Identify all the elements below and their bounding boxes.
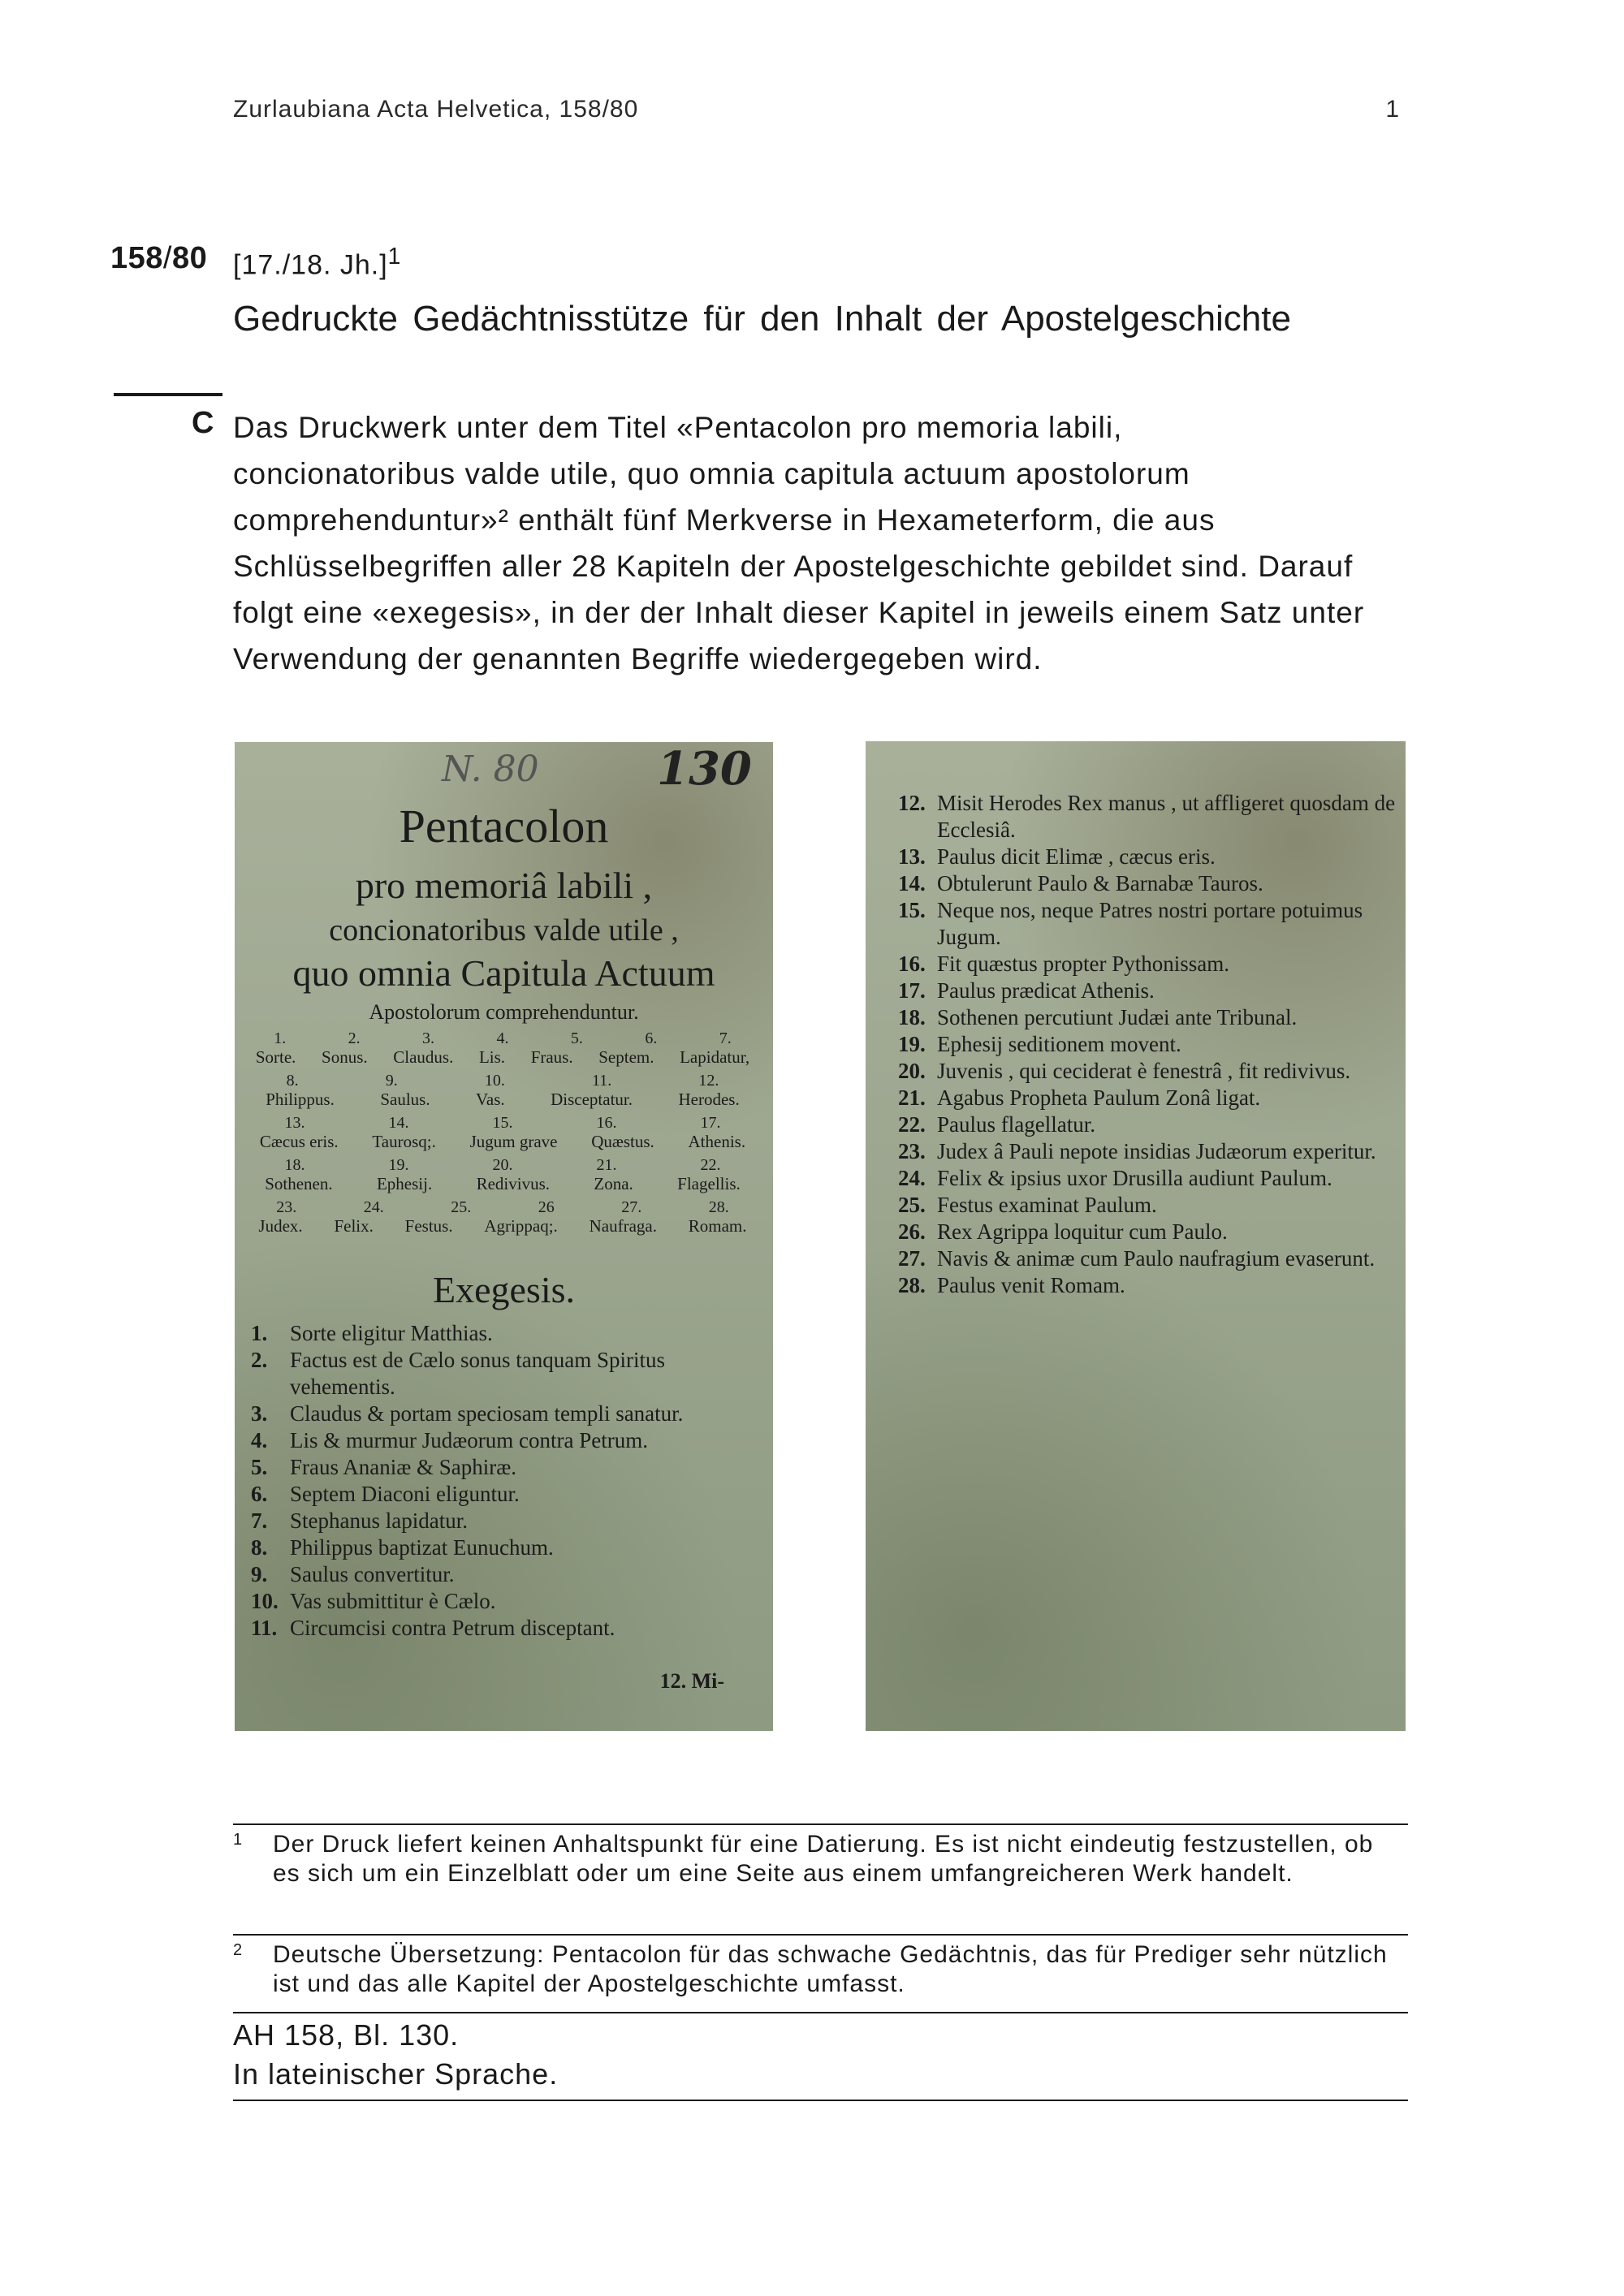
print-subtitle: quo omnia Capitula Actuum (292, 952, 715, 994)
exegesis-number: 12. (898, 791, 926, 815)
grid-word: Redivivus. (476, 1174, 551, 1193)
exegesis-text: Rex Agrippa loquitur cum Paulo. (937, 1219, 1228, 1244)
grid-word: Taurosq;. (372, 1132, 436, 1151)
exegesis-item (898, 790, 1402, 844)
exegesis-text: Paulus venit Romam. (937, 1273, 1125, 1297)
grid-number: 19. (388, 1156, 409, 1174)
summary-line: Das Druckwerk unter dem Titel «Pentacolon pro memoria labili, (233, 411, 1123, 444)
grid-word: Philippus. (266, 1090, 335, 1109)
exegesis-number: 3. (251, 1401, 268, 1426)
exegesis-list (898, 790, 1402, 1299)
exegesis-text: Obtulerunt Paulo & Barnabæ Tauros. (937, 871, 1263, 896)
exegesis-item (898, 1031, 1402, 1058)
grid-word-row (243, 1174, 762, 1198)
exegesis-number: 21. (898, 1085, 926, 1110)
grid-number: 27. (621, 1198, 642, 1216)
print-subtitle: pro memoriâ labili , (355, 865, 653, 906)
grid-word: Vas. (476, 1090, 505, 1109)
grid-number: 4. (496, 1029, 509, 1047)
section-marker: C (192, 406, 214, 440)
exegesis-text: Factus est de Cælo sonus tanquam Spiritus vehementis. (290, 1348, 665, 1399)
exegesis-number: 15. (898, 898, 926, 922)
grid-number: 22. (700, 1156, 721, 1174)
grid-word: Felix. (334, 1216, 374, 1236)
exegesis-item (251, 1534, 754, 1561)
exegesis-item (898, 978, 1402, 1004)
grid-word: Septem. (598, 1047, 654, 1067)
grid-word: Lapidatur, (680, 1047, 750, 1067)
grid-number: 15. (492, 1114, 513, 1132)
exegesis-item (898, 1165, 1402, 1192)
exegesis-text: Lis & murmur Judæorum contra Petrum. (290, 1428, 648, 1452)
grid-number: 26 (538, 1198, 555, 1216)
exegesis-number: 22. (898, 1112, 926, 1137)
exegesis-text: Septem Diaconi eliguntur. (290, 1482, 520, 1506)
grid-number-row (243, 1029, 762, 1047)
exegesis-text: Misit Herodes Rex manus , ut affligeret quosdam de Ecclesiâ. (937, 791, 1396, 842)
grid-number: 25. (451, 1198, 472, 1216)
grid-number: 24. (363, 1198, 384, 1216)
exegesis-number: 20. (898, 1059, 926, 1083)
grid-number: 17. (700, 1114, 721, 1132)
grid-number: 1. (274, 1029, 287, 1047)
grid-word-row (243, 1090, 762, 1114)
exegesis-number: 25. (898, 1193, 926, 1217)
grid-number: 21. (596, 1156, 617, 1174)
continuation-word: 12. Mi- (659, 1669, 724, 1693)
exegesis-item (898, 1004, 1402, 1031)
footnote-rule (233, 1823, 1408, 1825)
grid-number: 11. (591, 1072, 612, 1090)
grid-number: 13. (284, 1114, 305, 1132)
summary-line: comprehenduntur»² enthält fünf Merkverse in Hexameterform, die aus (233, 503, 1216, 537)
exegesis-item (251, 1320, 754, 1347)
exegesis-text: Sothenen percutiunt Judæi ante Tribunal. (937, 1005, 1298, 1029)
print-title: Pentacolon (399, 800, 609, 852)
grid-word: Jugum grave (469, 1132, 558, 1151)
exegesis-number: 13. (898, 844, 926, 869)
footnote-text: Der Druck liefert keinen Anhaltspunkt für eine Datierung. Es ist nicht eindeutig festzustellen, ob es sich um ein Einzelblatt oder um eine Seite aus einem umfangreicheren Werk handelt. (273, 1831, 1374, 1887)
exegesis-number: 11. (251, 1616, 278, 1640)
grid-word: Cæcus eris. (259, 1132, 339, 1151)
exegesis-item (898, 1192, 1402, 1219)
exegesis-item (251, 1427, 754, 1454)
exegesis-item (251, 1561, 754, 1588)
exegesis-item (898, 1138, 1402, 1165)
exegesis-text: Paulus flagellatur. (937, 1112, 1095, 1137)
exegesis-item (251, 1588, 754, 1615)
exegesis-text: Saulus convertitur. (290, 1562, 455, 1586)
grid-word: Naufraga. (589, 1216, 657, 1236)
grid-number-row (243, 1114, 762, 1132)
grid-word: Sonus. (322, 1047, 368, 1067)
grid-number: 7. (719, 1029, 732, 1047)
footnote-number: 1 (233, 1831, 244, 1849)
grid-word: Claudus. (393, 1047, 454, 1067)
scan-image-right (866, 741, 1406, 1731)
exegesis-item (898, 870, 1402, 897)
mnemonic-grid (243, 1029, 762, 1241)
exegesis-item (898, 1085, 1402, 1111)
exegesis-number: 16. (898, 952, 926, 976)
exegesis-number: 1. (251, 1321, 268, 1345)
grid-word: Herodes. (678, 1090, 740, 1109)
grid-number: 20. (492, 1156, 513, 1174)
footnote (233, 1830, 1408, 1888)
footnote-rule (233, 1934, 1408, 1936)
exegesis-item (898, 1219, 1402, 1245)
source-shelfmark: AH 158, Bl. 130. (233, 2018, 460, 2052)
grid-word: Romam. (688, 1216, 747, 1236)
exegesis-item (898, 1111, 1402, 1138)
exegesis-text: Sorte eligitur Matthias. (290, 1321, 493, 1345)
exegesis-number: 5. (251, 1455, 268, 1479)
exegesis-number: 9. (251, 1562, 268, 1586)
grid-word: Lis. (478, 1047, 506, 1067)
summary-line: folgt eine «exegesis», in der der Inhalt dieser Kapitel in jeweils einem Satz unter (233, 596, 1365, 629)
exegesis-item (898, 1058, 1402, 1085)
grid-word: Fraus. (530, 1047, 573, 1067)
exegesis-item (251, 1615, 754, 1642)
grid-number: 18. (284, 1156, 305, 1174)
grid-number: 6. (645, 1029, 658, 1047)
grid-word-row (243, 1047, 762, 1072)
exegesis-number: 2. (251, 1348, 268, 1372)
exegesis-number: 8. (251, 1535, 268, 1560)
exegesis-number: 28. (898, 1273, 926, 1297)
grid-word: Festus. (404, 1216, 453, 1236)
exegesis-text: Judex â Pauli nepote insidias Judæorum experitur. (937, 1139, 1376, 1163)
grid-number: 23. (276, 1198, 297, 1216)
grid-number: 14. (388, 1114, 409, 1132)
exegesis-text: Ephesij seditionem movent. (937, 1032, 1181, 1056)
item-number: 80 (171, 241, 208, 275)
source-rule-bottom (233, 2100, 1408, 2101)
exegesis-text: Fit quæstus propter Pythonissam. (937, 952, 1230, 976)
print-subtitle: concionatoribus valde utile , (329, 913, 679, 947)
footnote-ref-1: 1 (387, 244, 402, 270)
summary-line: Verwendung der genannten Begriffe wiedergegeben wird. (233, 642, 1043, 675)
grid-word-row (243, 1216, 762, 1241)
scan-image-left (235, 742, 773, 1731)
exegesis-item (898, 1272, 1402, 1299)
exegesis-text: Felix & ipsius uxor Drusilla audiunt Paulum. (937, 1166, 1332, 1190)
exegesis-text: Paulus dicit Elimæ , cæcus eris. (937, 844, 1216, 869)
exegesis-text: Neque nos, neque Patres nostri portare potuimus Jugum. (937, 898, 1363, 949)
exegesis-number: 24. (898, 1166, 926, 1190)
footnote-text: Deutsche Übersetzung: Pentacolon für das schwache Gedächtnis, das für Prediger sehr nützlich ist und das alle Kapitel der Apostelgeschichte umfasst. (273, 1941, 1388, 1997)
page-number: 1 (1385, 96, 1400, 123)
exegesis-text: Stephanus lapidatur. (290, 1508, 468, 1533)
grid-word: Agrippaq;. (484, 1216, 558, 1236)
exegesis-number: 19. (898, 1032, 926, 1056)
source-language: In lateinischer Sprache. (233, 2057, 559, 2091)
summary-line: Schlüsselbegriffen aller 28 Kapiteln der Apostelgeschichte gebildet sind. Darauf (233, 550, 1354, 583)
source-rule-top (233, 2012, 1408, 2013)
exegesis-number: 18. (898, 1005, 926, 1029)
grid-number: 5. (570, 1029, 583, 1047)
grid-word: Athenis. (688, 1132, 746, 1151)
grid-word-row (243, 1132, 762, 1156)
grid-number: 10. (484, 1072, 505, 1090)
grid-word: Judex. (258, 1216, 303, 1236)
exegesis-number: 27. (898, 1246, 926, 1271)
exegesis-item (251, 1508, 754, 1534)
grid-word: Quæstus. (591, 1132, 654, 1151)
grid-number-row (243, 1198, 762, 1216)
footnote (233, 1940, 1408, 1999)
exegesis-title: Exegesis. (432, 1269, 575, 1310)
summary-text (233, 404, 1406, 682)
exegesis-text: Claudus & portam speciosam templi sanatur. (290, 1401, 684, 1426)
exegesis-number: 23. (898, 1139, 926, 1163)
grid-number: 16. (596, 1114, 617, 1132)
exegesis-text: Juvenis , qui ceciderat è fenestrâ , fit redivivus. (937, 1059, 1351, 1083)
number-separator: / (162, 241, 172, 275)
exegesis-number: 6. (251, 1482, 268, 1506)
exegesis-number: 17. (898, 978, 926, 1003)
handwritten-number: N. 80 (442, 749, 539, 790)
section-rule (114, 393, 222, 396)
exegesis-item (251, 1454, 754, 1481)
document-number (110, 241, 207, 276)
exegesis-text: Agabus Propheta Paulum Zonâ ligat. (937, 1085, 1261, 1110)
exegesis-number: 7. (251, 1508, 268, 1533)
grid-number-row (243, 1072, 762, 1090)
exegesis-number: 26. (898, 1219, 926, 1244)
grid-number-row (243, 1156, 762, 1174)
exegesis-item (251, 1400, 754, 1427)
grid-word: Sorte. (255, 1047, 296, 1067)
grid-word: Disceptatur. (551, 1090, 633, 1109)
exegesis-item (898, 897, 1402, 951)
print-subtitle: Apostolorum comprehenduntur. (369, 1000, 639, 1024)
grid-number: 28. (708, 1198, 729, 1216)
exegesis-text: Fraus Ananiæ & Saphiræ. (290, 1455, 517, 1479)
document-title: Gedruckte Gedächtnisstütze für den Inhalt der Apostelgeschichte (233, 299, 1291, 339)
grid-word: Saulus. (380, 1090, 430, 1109)
exegesis-item (898, 951, 1402, 978)
exegesis-item (251, 1481, 754, 1508)
grid-word: Zona. (594, 1174, 633, 1193)
exegesis-item (898, 844, 1402, 870)
grid-number: 3. (422, 1029, 435, 1047)
exegesis-text: Festus examinat Paulum. (937, 1193, 1157, 1217)
handwritten-folio: 130 (657, 742, 752, 796)
exegesis-number: 14. (898, 871, 926, 896)
grid-word: Ephesij. (376, 1174, 433, 1193)
exegesis-item (898, 1245, 1402, 1272)
exegesis-text: Circumcisi contra Petrum disceptant. (290, 1616, 615, 1640)
exegesis-number: 4. (251, 1428, 268, 1452)
summary-line: concionatoribus valde utile, quo omnia capitula actuum apostolorum (233, 457, 1190, 490)
grid-number: 8. (286, 1072, 299, 1090)
running-header: Zurlaubiana Acta Helvetica, 158/80 (233, 96, 639, 123)
grid-number: 9. (385, 1072, 398, 1090)
exegesis-item (251, 1347, 754, 1400)
grid-number: 12. (698, 1072, 719, 1090)
exegesis-text: Philippus baptizat Eunuchum. (290, 1535, 554, 1560)
volume-number: 158 (110, 241, 163, 275)
exegesis-text: Navis & animæ cum Paulo naufragium evaserunt. (937, 1246, 1376, 1271)
footnote-number: 2 (233, 1941, 244, 1959)
grid-word: Flagellis. (677, 1174, 741, 1193)
grid-number: 2. (348, 1029, 361, 1047)
exegesis-number: 10. (251, 1589, 279, 1613)
grid-word: Sothenen. (265, 1174, 333, 1193)
exegesis-list (251, 1320, 754, 1642)
exegesis-text: Paulus prædicat Athenis. (937, 978, 1155, 1003)
exegesis-text: Vas submittitur è Cælo. (290, 1589, 496, 1613)
date-text: [17./18. Jh.] (233, 249, 388, 281)
document-date (233, 244, 401, 281)
